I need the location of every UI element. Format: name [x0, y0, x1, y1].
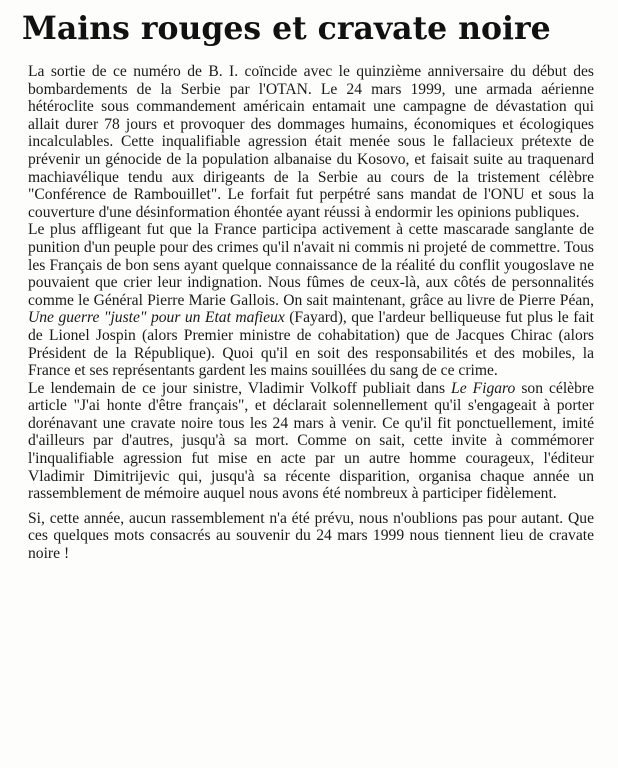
paragraph-text: La sortie de ce numéro de B. I. coïncide avec le quinzième anniversaire du début des bombardements de la Serbie par l'OTAN. Le 24 mars 1999, une armada aérienne hétéroclite sous commandement américain entamait une campagne de dévastation qui allait durer 78 jours et provoquer des dommages humains, économiques et écologiques incalculables. Cette inqualifiable agression était menée sous le fallacieux prétexte de prévenir un génocide de la population albanaise du Kosovo, et faisait suite au traquenard machiavélique tendu aux dirigeants de la Serbie au cours de la tristement célèbre "Conférence de Rambouillet". Le forfait fut perpétré sans mandat de l'ONU et sous la couverture d'une désinformation éhontée ayant réussi à endormir les opinions publiques.: [28, 63, 594, 221]
book-title: Une guerre "juste" pour un Etat mafieux: [28, 309, 285, 327]
paragraph-text: son célèbre article "J'ai honte d'être français", et déclarait solennellement qu'il s'engageait à porter dorénavant une cravate noire tous les 24 mars à venir. Ce qu'il fit ponctuellement, imité d'ailleurs par d'autres, jusqu'à sa mort. Comme on sait, cette invite à commémorer l'inqualifiable agression fut mise en acte par un autre homme courageux, l'éditeur Vladimir Dimitrijevic qui, jusqu'à sa récente disparition, organisa chaque année un rassemblement de mémoire auquel nous avons été nombreux à participer fidèlement.: [28, 379, 595, 503]
article-title: Mains rouges et cravate noire: [22, 10, 551, 47]
paragraph-text: Le plus affligeant fut que la France participa activement à cette mascarade sanglante de punition d'un peuple pour des crimes qu'il n'avait ni commis ni projeté de commettre. Tous les Français de bon sens ayant quelque connaissance de la réalité du conflit yougoslave ne pouvaient que crier leur indignation. Nous fûmes de ceux-là, aux côtés de personnalités comme le Général Pierre Marie Gallois. On sait maintenant, grâce au livre de Pierre Péan,: [28, 221, 594, 309]
paragraph-4: [28, 510, 594, 563]
paragraph-3: [28, 380, 594, 503]
paragraph-text: (Fayard), que l'ardeur belliqueuse fut plus le fait de Lionel Jospin (alors Premier ministre de cohabitation) que de Jacques Chirac (alors Président de la République). Quoi qu'il en soit des responsabilités et des mobiles, la France et ses représentants gardent les mains souillées du sang de ce crime.: [28, 309, 594, 380]
paragraph-1: [28, 63, 594, 221]
paragraph-2: [28, 221, 594, 379]
article-body: [28, 63, 594, 563]
newspaper-title: Le Figaro: [451, 379, 516, 397]
paragraph-text: Si, cette année, aucun rassemblement n'a été prévu, nous n'oublions pas pour autant. Que ces quelques mots consacrés au souvenir du 24 mars 1999 nous tiennent lieu de cravate noire !: [28, 509, 594, 563]
paragraph-text: Le lendemain de ce jour sinistre, Vladimir Volkoff publiait dans: [28, 379, 452, 397]
